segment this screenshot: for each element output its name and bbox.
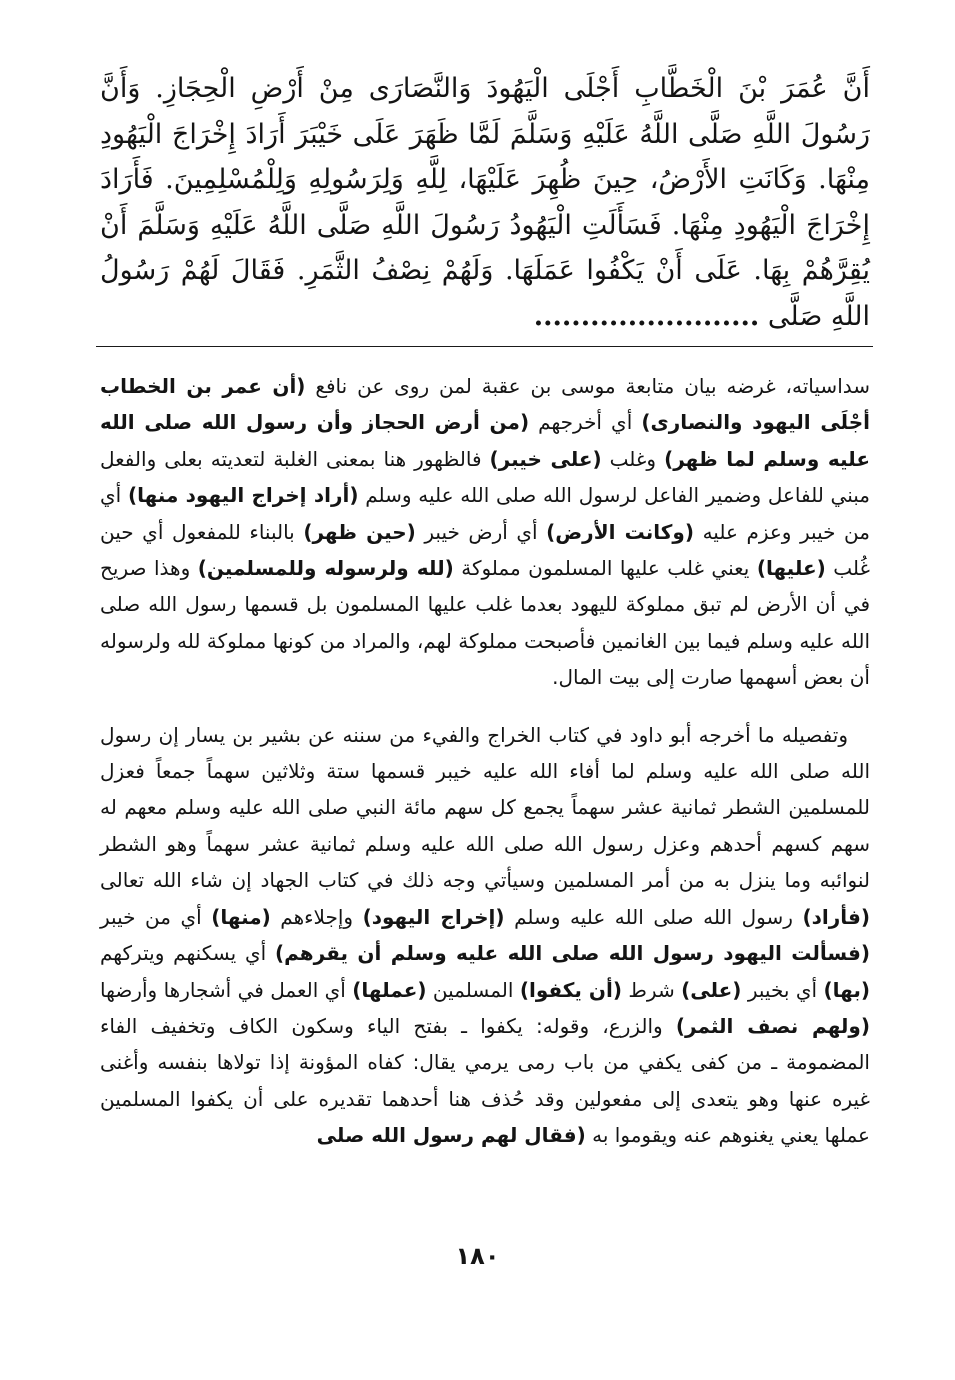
commentary-text: فالظهور هنا بمعنى الغلبة لتعديته بعلى والفعل مبني للفاعل وضمير الفاعل لرسول الله صلى الله عليه وسلم xyxy=(100,446,871,508)
quoted-phrase: (وكانت الأرض) xyxy=(546,519,695,544)
commentary-text: المسلمين xyxy=(426,977,520,1002)
quoted-phrase: (حين ظهر) xyxy=(303,519,416,544)
commentary-text: أي من خيبر وعزم عليه xyxy=(100,483,870,544)
commentary-text: بالبناء للمفعول أي حين غُلب xyxy=(100,519,870,581)
quoted-phrase: (من أرض الحجاز وأن رسول الله صلى الله عليه وسلم لما ظهر) xyxy=(100,410,870,471)
quoted-phrase: (فقال لهم رسول الله صلى xyxy=(316,1123,586,1148)
quoted-phrase: (بها) xyxy=(823,977,870,1002)
hadith-text-block xyxy=(100,66,870,339)
commentary-text: شرط xyxy=(622,977,682,1002)
quoted-phrase: (فأراد) xyxy=(802,904,870,929)
quoted-phrase: (فسألت اليهود رسول الله صلى الله عليه وسلم أن يقرهم) xyxy=(274,941,870,966)
page-number: ١٨٠ xyxy=(455,1242,500,1270)
commentary-block xyxy=(100,368,870,1154)
commentary-text: وتفصيله ما أخرجه أبو داود في كتاب الخراج والفيء من سننه عن بشير بن يسار إن رسول الله صلى الله عليه وسلم لما أفاء الله عليه خيبر قسمها ستة وثلاثين سهماً جمعاً فعزل للمسلمين الشطر ثمانية عشر سهماً يجمع كل سهم مائة النبي صلى الله عليه وسلم معهم له سهم كسهم أحدهم وعزل رسول الله صلى الله عليه وسلم ثمانية عشر سهماً وهو الشطر لنوائبه وما ينزل به من أمر المسلمين وسيأتي وجه ذلك في كتاب الجهاد إن شاء الله تعالى xyxy=(100,722,870,893)
commentary-text: أي العمل في أشجارها وأرضها xyxy=(100,977,353,1002)
quoted-phrase: (أن يكفوا) xyxy=(519,977,622,1002)
quoted-phrase: (عملها) xyxy=(352,977,427,1002)
quoted-phrase: (عليها) xyxy=(756,556,826,581)
commentary-text: سداسياته، غرضه بيان متابعة موسى بن عقبة لمن روى عن نافع xyxy=(305,374,871,398)
quoted-phrase: (إخراج اليهود) xyxy=(362,904,505,929)
quoted-phrase: (أن عمر بن الخطاب أجْلَى اليهود والنصارى) xyxy=(100,374,870,435)
commentary-text: أي أرض خيبر xyxy=(415,519,547,544)
commentary-text: أي أخرجهم xyxy=(529,410,642,435)
commentary-text: وإجلاءهم xyxy=(270,904,363,929)
quoted-phrase: (ولهم نصف الثمر) xyxy=(675,1013,870,1038)
commentary-text: أي بخيبر xyxy=(741,977,824,1002)
commentary-text: وغلب xyxy=(601,446,665,471)
hadith-text: أَنَّ عُمَرَ بْنَ الْخَطَّابِ أَجْلَى الْيَهُودَ وَالنَّصَارَى مِنْ أَرْضِ الْحِجَازِ. وَأَنَّ رَسُولَ اللَّهِ صَلَّى اللَّهُ عَلَيْهِ وَسَلَّمَ لَمَّا ظَهَرَ عَلَى خَيْبَرَ أَرَادَ إِخْرَاجَ الْيَهُودِ مِنْهَا. وَكَانَتِ الأَرْضُ، حِينَ ظُهِرَ عَلَيْهَا، لِلَّهِ وَلِرَسُولِهِ وَلِلْمُسْلِمِينَ. فَأَرَادَ إِخْرَاجَ الْيَهُودِ مِنْهَا. فَسَأَلَتِ الْيَهُودُ رَسُولَ اللَّهِ صَلَّى اللَّهُ عَلَيْهِ وَسَلَّمَ أَنْ يُقِرَّهُمْ بِهَا. عَلَى أَنْ يَكْفُوا عَمَلَهَا. وَلَهُمْ نِصْفُ الثَّمَرِ. فَقَالَ لَهُمْ رَسُولُ اللَّهِ صَلَّى xyxy=(100,73,870,332)
quoted-phrase: (على خيبر) xyxy=(489,446,602,471)
commentary-paragraph-1 xyxy=(100,368,870,696)
quoted-phrase: (أراد إخراج اليهود منها) xyxy=(127,483,359,508)
commentary-paragraph-2 xyxy=(100,717,870,1154)
commentary-text: والزرع، وقوله: يكفوا ـ بفتح الياء وسكون الكاف وتخفيف الفاء المضمومة ـ من كفى يكفي من باب رمى يرمي يقال: كفاه المؤونة إذا تولاها بنفسه وأغنى غيره عنها وهو يتعدى إلى مفعولين وقد حُذف هنا أحدهما تقديره على أن يكفوا المسلمين عملها يعني يغنوهم عنه ويقوموا به xyxy=(100,1013,870,1148)
quoted-phrase: (على) xyxy=(681,977,742,1002)
continuation-dots: ........................ xyxy=(533,300,760,332)
quoted-phrase: (منها) xyxy=(211,904,271,929)
commentary-text: أي من خيبر xyxy=(100,904,212,929)
commentary-text: يعني غلب عليها المسلمون مملوكة xyxy=(453,556,757,581)
quoted-phrase: (لله ولرسوله وللمسلمين) xyxy=(197,556,454,581)
commentary-text: أي يسكنهم ويتركهم xyxy=(100,941,275,966)
commentary-text: وهذا صريح في أن الأرض لم تبق مملوكة لليهود بعدما غلب عليها المسلمون بل قسمها رسول الله صلى الله عليه وسلم فيما بين الغانمين فأصبحت مملوكة لهم، والمراد من كونها مملوكة لله ولرسوله أن بعض أسهمها صارت إلى بيت المال. xyxy=(100,556,870,690)
commentary-text: رسول الله صلى الله عليه وسلم xyxy=(504,904,803,929)
separator-line xyxy=(96,346,873,347)
